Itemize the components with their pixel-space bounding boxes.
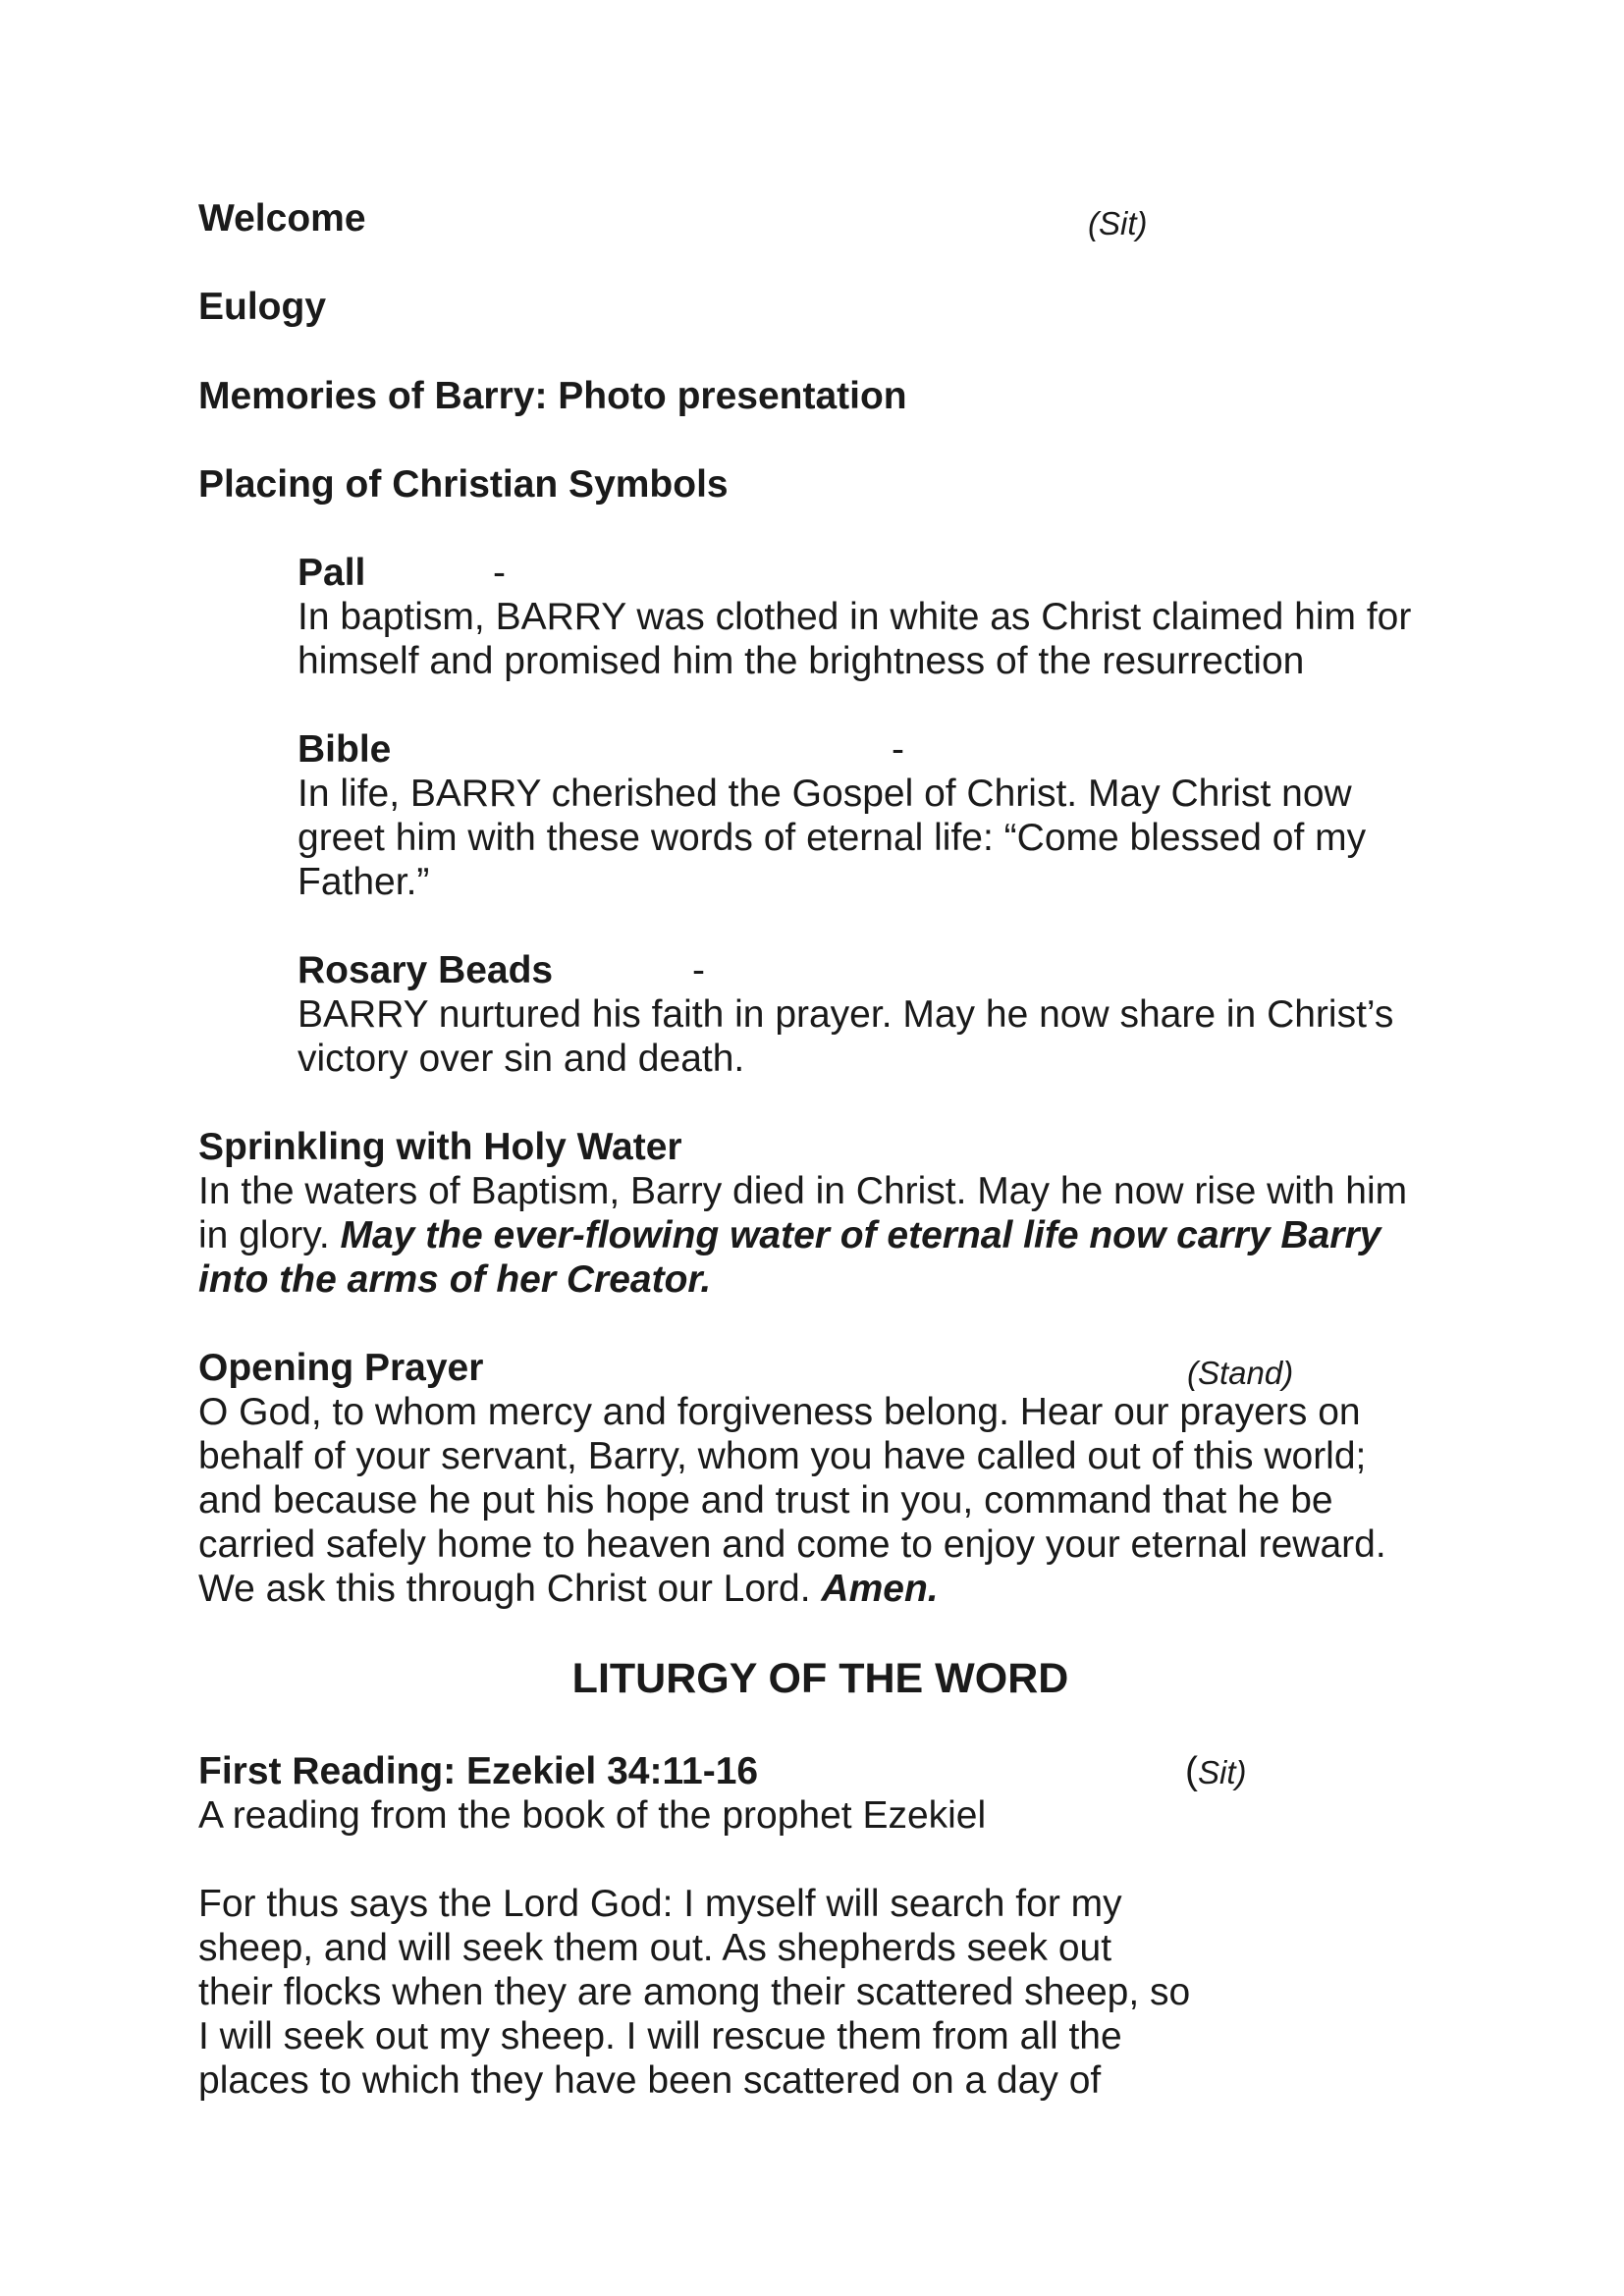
pall-text-line: himself and promised him the brightness of the resurrection	[298, 640, 1305, 682]
reading-text-line: their flocks when they are among their scattered sheep, so	[198, 1971, 1191, 2013]
sprinkling-text-line: In the waters of Baptism, Barry died in Christ. May he now rise with him	[198, 1170, 1408, 1212]
cue-text: Sit)	[1198, 1754, 1247, 1790]
reading-text-line: For thus says the Lord God: I myself will search for my	[198, 1883, 1122, 1925]
opening-prayer-text-line: behalf of your servant, Barry, whom you have called out of this world;	[198, 1435, 1367, 1477]
opening-prayer-heading: Opening Prayer	[198, 1347, 484, 1389]
symbols-heading: Placing of Christian Symbols	[198, 463, 729, 506]
sprinkling-emphasis-text: May the ever-flowing water of eternal life now carry Barry	[340, 1214, 1381, 1256]
sprinkling-plain-text: in glory.	[198, 1214, 341, 1256]
opening-prayer-plain-text: We ask this through Christ our Lord.	[198, 1568, 822, 1610]
bible-text-line: greet him with these words of eternal life: “Come blessed of my	[298, 817, 1367, 859]
opening-prayer-text-line: carried safely home to heaven and come to enjoy your eternal reward.	[198, 1523, 1386, 1566]
rosary-text-line: BARRY nurtured his faith in prayer. May he now share in Christ’s	[298, 993, 1394, 1036]
first-reading-heading: First Reading: Ezekiel 34:11-16	[198, 1750, 759, 1792]
opening-prayer-text-line: and because he put his hope and trust in you, command that he be	[198, 1479, 1333, 1522]
amen-text: Amen.	[821, 1568, 939, 1610]
pall-label: Pall	[298, 552, 366, 594]
bible-text-line: Father.”	[298, 861, 430, 903]
sprinkling-emphasis-line: into the arms of her Creator.	[198, 1258, 712, 1301]
memories-heading: Memories of Barry: Photo presentation	[198, 375, 907, 417]
pall-text-line: In baptism, BARRY was clothed in white as Christ claimed him for	[298, 596, 1412, 638]
rosary-label: Rosary Beads	[298, 949, 554, 991]
liturgy-section-title: LITURGY OF THE WORD	[571, 1655, 1069, 1702]
reading-text-line: places to which they have been scattered on a day of	[198, 2059, 1102, 2102]
reading-text-line: sheep, and will seek them out. As shepherds seek out	[198, 1927, 1112, 1969]
first-reading-posture-cue	[1185, 1749, 1247, 1794]
rosary-dash: -	[692, 949, 705, 991]
reading-text-line: I will seek out my sheep. I will rescue them from all the	[198, 2015, 1122, 2057]
bible-label: Bible	[298, 728, 392, 771]
cue-open-paren: (	[1185, 1750, 1198, 1792]
opening-prayer-posture-cue: (Stand)	[1187, 1355, 1294, 1391]
welcome-posture-cue: (Sit)	[1088, 205, 1148, 241]
opening-prayer-text-line: O God, to whom mercy and forgiveness belong. Hear our prayers on	[198, 1391, 1361, 1433]
welcome-heading: Welcome	[198, 197, 366, 240]
eulogy-heading: Eulogy	[198, 286, 327, 328]
sprinkling-text-line	[198, 1213, 1380, 1257]
sprinkling-heading: Sprinkling with Holy Water	[198, 1126, 682, 1168]
bible-dash: -	[892, 728, 904, 771]
bible-text-line: In life, BARRY cherished the Gospel of Christ. May Christ now	[298, 773, 1352, 815]
rosary-text-line: victory over sin and death.	[298, 1038, 745, 1080]
first-reading-intro: A reading from the book of the prophet Ezekiel	[198, 1794, 987, 1837]
opening-prayer-text-line	[198, 1567, 939, 1611]
pall-dash: -	[493, 552, 506, 594]
